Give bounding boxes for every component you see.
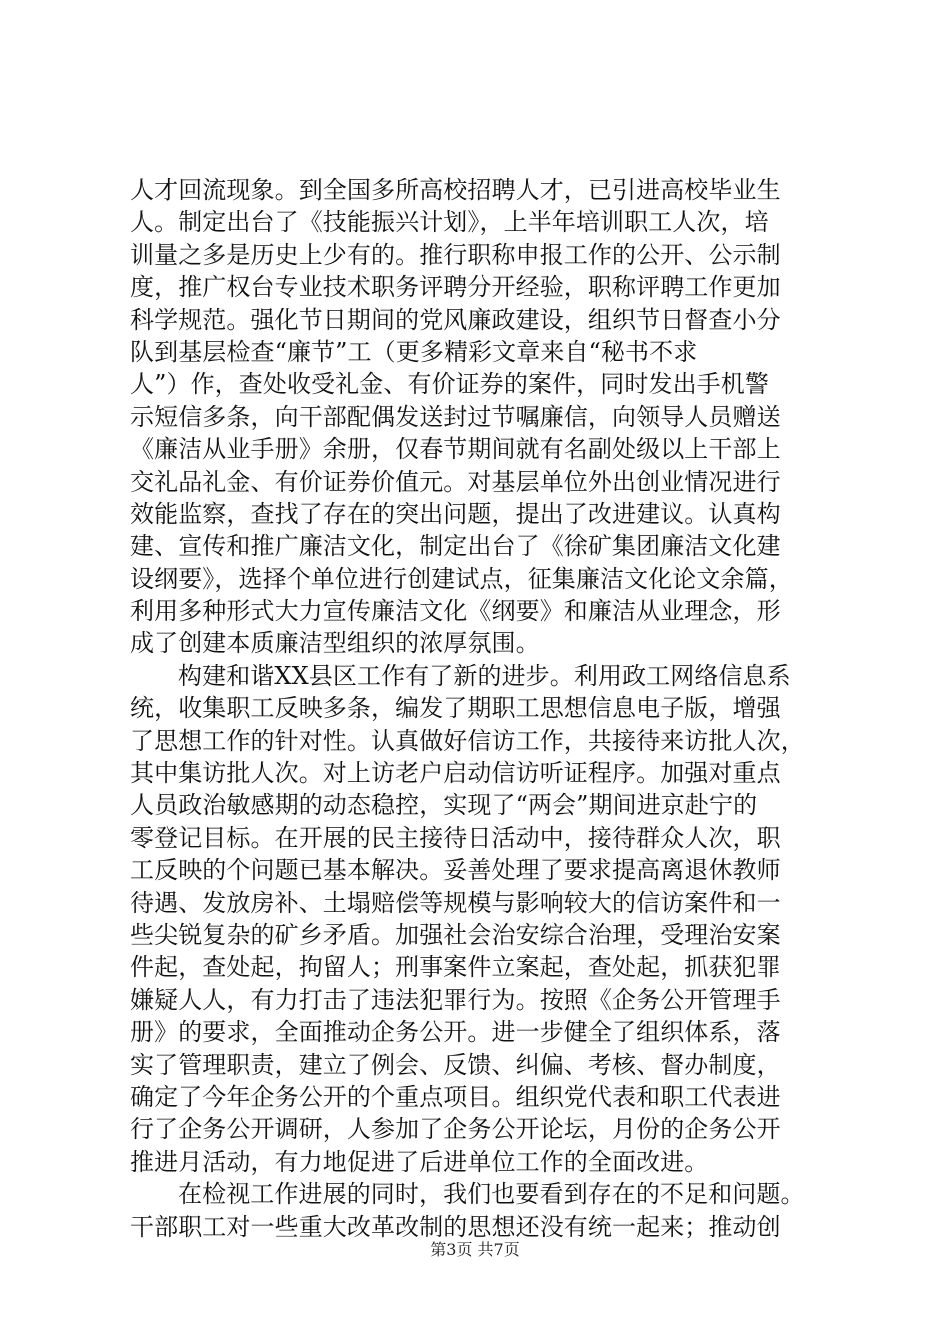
paragraph-start-line: 在检视工作进展的同时，我们也要看到存在的不足和问题。 [178, 1180, 805, 1209]
text-line: 训量之多是历史上少有的。推行职称申报工作的公开、公示制 [130, 240, 781, 269]
text-line: 推进月活动，有力地促进了后进单位工作的全面改进。 [130, 1147, 709, 1176]
text-line: 《廉洁从业手册》余册，仅春节期间就有名副处级以上干部上 [130, 435, 781, 464]
text-line: 零登记目标。在开展的民主接待日活动中，接待群众人次，职 [130, 823, 781, 852]
text-line: 干部职工对一些重大改革改制的思想还没有统一起来；推动创 [130, 1212, 781, 1241]
document-body [130, 174, 850, 1243]
text-line: 实了管理职责，建立了例会、反馈、纠偏、考核、督办制度， [130, 1050, 781, 1079]
page-number-footer: 第3页 共7页 [430, 1240, 520, 1259]
text-line: 设纲要》，选择个单位进行创建试点，征集廉洁文化论文余篇， [130, 564, 793, 593]
text-line: 队到基层检查“廉节”工（更多精彩文章来自“秘书不求 [130, 337, 698, 366]
text-line: 度，推广权台专业技术职务评聘分开经验，职称评聘工作更加 [130, 273, 781, 302]
text-line: 了思想工作的针对性。认真做好信访工作，共接待来访批人次， [130, 726, 805, 755]
text-line: 人员政治敏感期的动态稳控，实现了“两会”期间进京赴宁的 [130, 791, 758, 820]
text-line: 人”）作，查处收受礼金、有价证券的案件，同时发出手机警 [130, 370, 769, 399]
text-line: 行了企务公开调研，人参加了企务公开论坛，月份的企务公开 [130, 1115, 781, 1144]
text-line: 示短信多条，向干部配偶发送封过节嘱廉信，向领导人员赠送 [130, 402, 781, 431]
text-line: 工反映的个问题已基本解决。妥善处理了要求提高离退休教师 [130, 856, 781, 885]
paragraph-start-line: 构建和谐XX县区工作有了新的进步。利用政工网络信息系 [178, 661, 791, 690]
text-line: 科学规范。强化节日期间的党风廉政建设，组织节日督查小分 [130, 305, 781, 334]
text-line: 待遇、发放房补、土塌赔偿等规模与影响较大的信访案件和一 [130, 888, 781, 917]
text-line: 其中集访批人次。对上访老户启动信访听证程序。加强对重点 [130, 759, 781, 788]
text-line: 些尖锐复杂的矿乡矛盾。加强社会治安综合治理，受理治安案 [130, 920, 781, 949]
text-line: 交礼品礼金、有价证券价值元。对基层单位外出创业情况进行 [130, 467, 781, 496]
text-line: 件起，查处起，拘留人；刑事案件立案起，查处起，抓获犯罪 [130, 953, 781, 982]
text-line: 利用多种形式大力宣传廉洁文化《纲要》和廉洁从业理念，形 [130, 597, 781, 626]
text-line: 人。制定出台了《技能振兴计划》，上半年培训职工人次，培 [130, 208, 769, 237]
text-line: 成了创建本质廉洁型组织的浓厚氛围。 [130, 629, 540, 658]
text-line: 确定了今年企务公开的个重点项目。组织党代表和职工代表进 [130, 1082, 781, 1111]
text-line: 人才回流现象。到全国多所高校招聘人才，已引进高校毕业生 [130, 176, 781, 204]
text-line: 效能监察，查找了存在的突出问题，提出了改进建议。认真构 [130, 499, 781, 528]
text-line: 册》的要求，全面推动企务公开。进一步健全了组织体系，落 [130, 1018, 781, 1047]
text-line: 建、宣传和推广廉洁文化，制定出台了《徐矿集团廉洁文化建 [130, 532, 781, 561]
text-line: 统，收集职工反映多条，编发了期职工思想信息电子版，增强 [130, 694, 781, 723]
text-line: 嫌疑人人，有力打击了违法犯罪行为。按照《企务公开管理手 [130, 985, 781, 1014]
